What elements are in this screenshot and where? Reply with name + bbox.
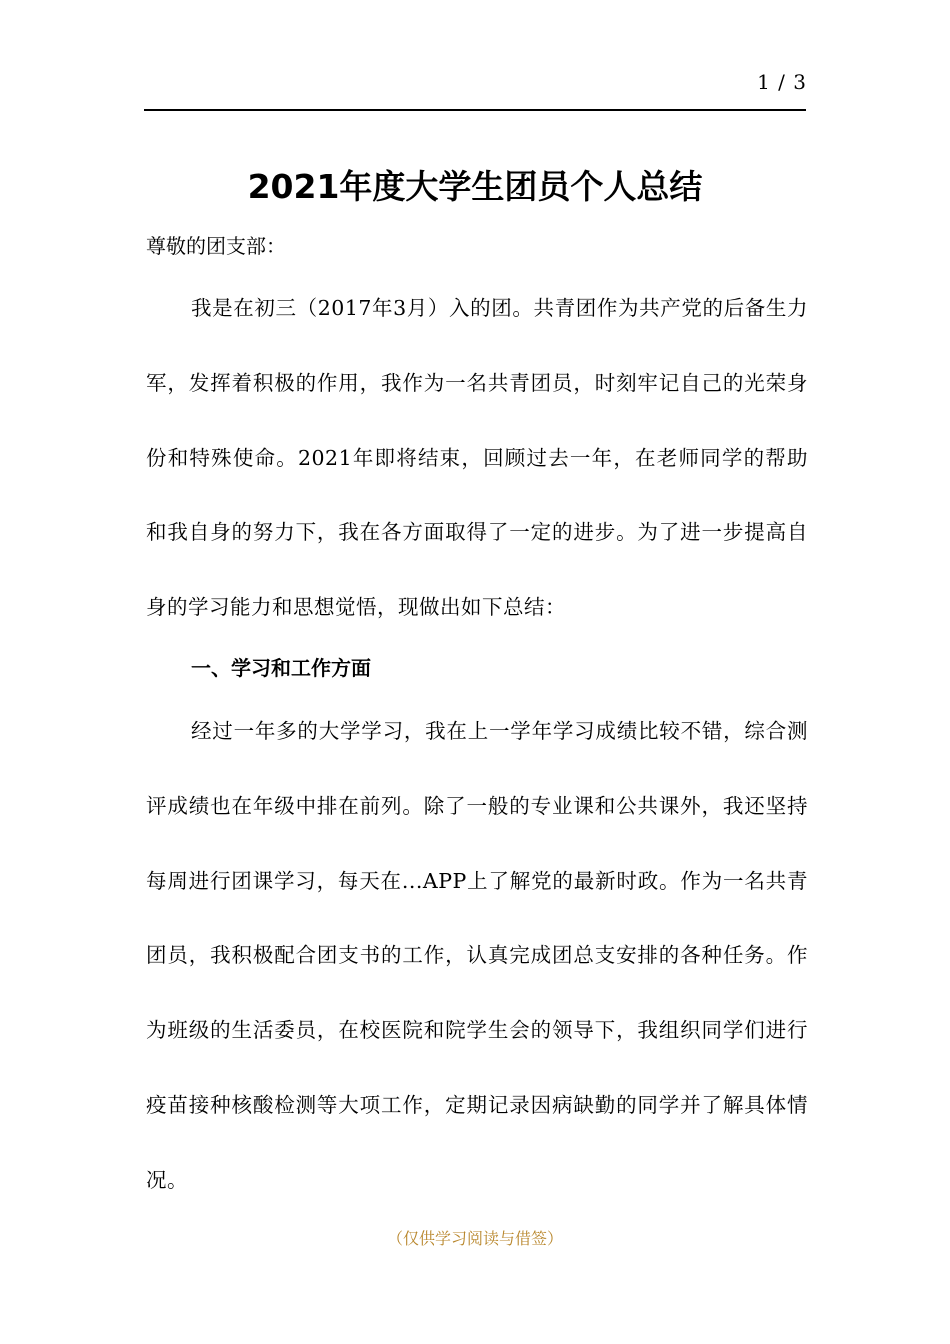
salutation: 尊敬的团支部： xyxy=(146,234,286,258)
body-paragraph-study: 经过一年多的大学学习，我在上一学年学习成绩比较不错，综合测评成绩也在年级中排在前列。除了一般的专业课和公共课外，我还坚持每周进行团课学习，每天在...APP上了解党的最新时政。作为一名共青团员，我积极配合团支书的工作，认真完成团总支安排的各种任务。作为班级的生活委员，在校医院和院学生会的领导下，我组织同学们进行疫苗接种核酸检测等大项工作，定期记录因病缺勤的同学并了解具体情况。 xyxy=(146,719,808,1192)
header-divider xyxy=(144,109,806,111)
document-title: 2021年度大学生团员个人总结 xyxy=(247,167,703,206)
page-number: 1 / 3 xyxy=(757,70,807,94)
body-paragraph-intro: 我是在初三（2017年3月）入的团。共青团作为共产党的后备生力军，发挥着积极的作用，我作为一名共青团员，时刻牢记自己的光荣身份和特殊使命。2021年即将结束，回顾过去一年，在老师同学的帮助和我自身的努力下，我在各方面取得了一定的进步。为了进一步提高自身的学习能力和思想觉悟，现做出如下总结： xyxy=(146,296,808,620)
footer-note: （仅供学习阅读与借签） xyxy=(386,1229,563,1248)
section-heading: 一、学习和工作方面 xyxy=(191,656,371,680)
